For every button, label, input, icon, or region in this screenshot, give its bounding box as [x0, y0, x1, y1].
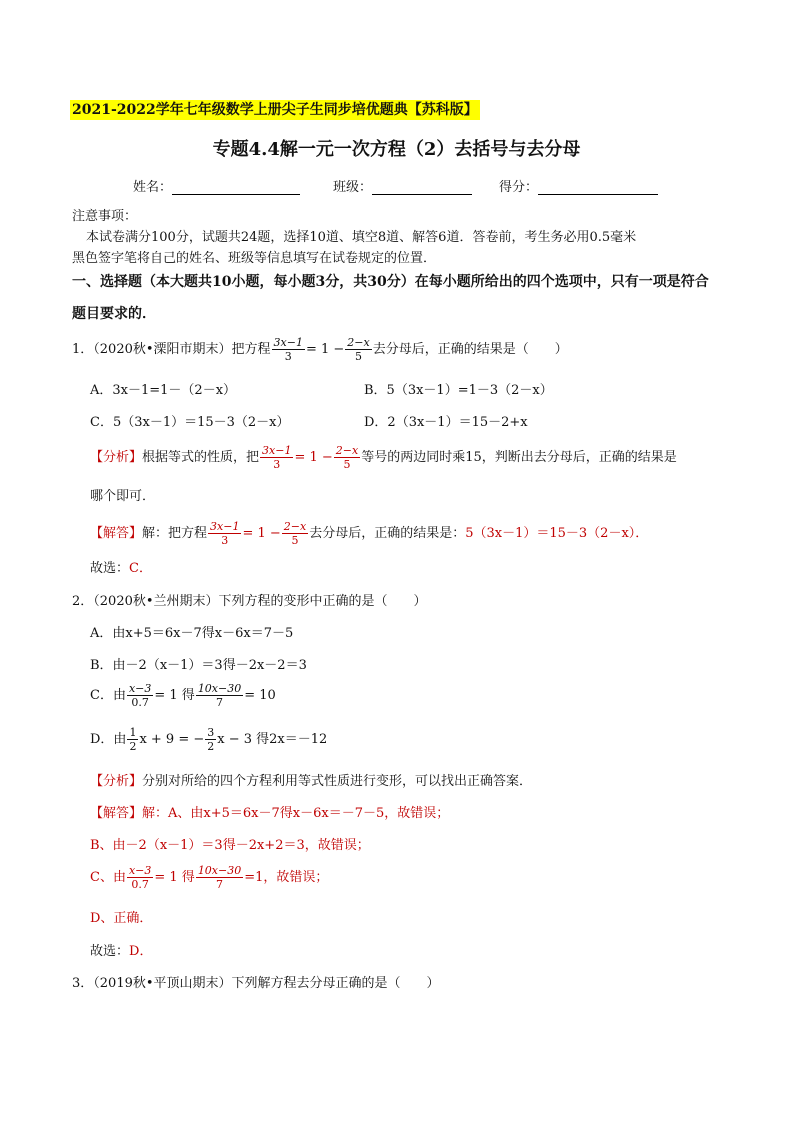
- q2-choice-value: D．: [129, 944, 153, 959]
- q1-stem-pre: 1．（2020秋•溧阳市期末）把方程: [72, 342, 271, 357]
- section-heading-line-1: 一、选择题（本大题共10小题，每小题3分，共30分）在每小题所给出的四个选项中，只有一项是符合: [72, 274, 709, 290]
- q2-choice-pre: 故选：: [90, 944, 130, 959]
- q2-option-d-post: x − 3 得2x＝－12: [217, 732, 328, 747]
- q2-option-c-post: = 10: [244, 688, 276, 703]
- q1-choice-pre: 故选：: [90, 561, 130, 576]
- q2-option-c-fraction-2: $\frac{10x-30}{7}$: [197, 682, 242, 709]
- notes-line-1: 本试卷满分100分，试题共24题，选择10道、填空8道、解答6道．答卷前，考生务必用0.5毫米: [86, 230, 637, 245]
- score-field: [499, 176, 658, 195]
- q2-option-c-pre: C．由: [90, 688, 126, 703]
- section-heading-line-2: 题目要求的．: [72, 306, 156, 322]
- q2-option-a: A．由x+5＝6x－7得x－6x＝7－5: [90, 626, 294, 641]
- q1-answer-fraction-b: $\frac{2-x}{5}$: [283, 520, 307, 547]
- q1-option-d: D．2（3x－1）＝15－2+x: [364, 415, 528, 430]
- q1-fraction-b: $\frac{2-x}{5}$: [347, 336, 370, 363]
- q1-analysis-label: 【分析】: [90, 450, 143, 465]
- q2-option-d-fraction-1: $\frac{1}{2}$: [129, 726, 137, 753]
- q1-answer-label: 【解答】: [90, 526, 143, 541]
- q2-analysis-text: 分别对所给的四个方程利用等式性质进行变形，可以找出正确答案．: [142, 774, 533, 789]
- q1-answer: [90, 520, 648, 547]
- notes-label: 注意事项：: [72, 209, 138, 224]
- q1-analysis-line-2: 哪个即可．: [90, 489, 156, 504]
- q2-stem: 2．（2020秋•兰州期末）下列方程的变形中正确的是（ ）: [72, 594, 427, 609]
- q1-answer-fraction-a: $\frac{3x-1}{3}$: [210, 520, 240, 547]
- q1-option-c: C．5（3x－1）＝15－3（2－x）: [90, 415, 290, 430]
- q1-answer-eq-mid: = 1 −: [242, 526, 281, 541]
- score-blank: [538, 180, 658, 195]
- q1-option-b: B．5（3x－1）=1－3（2－x）: [364, 383, 553, 398]
- q1-answer-mid: 去分母后，正确的结果是：: [309, 526, 466, 541]
- name-label: 姓名：: [133, 180, 173, 195]
- q1-analysis-fraction-b: $\frac{2-x}{5}$: [335, 444, 359, 471]
- page-title: 专题4.4解一元一次方程（2）去括号与去分母: [212, 139, 581, 160]
- banner-title: 2021-2022学年七年级数学上册尖子生同步培优题典【苏科版】: [72, 102, 478, 118]
- q2-analysis-label: 【分析】: [90, 774, 143, 789]
- q2-option-c-mid: = 1 得: [154, 688, 195, 703]
- q2-option-c: [90, 682, 276, 709]
- q2-answer-b: B、由－2（x－1）＝3得－2x+2＝3，故错误；: [90, 838, 370, 853]
- q2-option-d-pre: D．由: [90, 732, 127, 747]
- q1-analysis: [90, 444, 677, 471]
- q1-analysis-eq-mid: = 1 −: [294, 450, 333, 465]
- q2-answer-a-text: 解：A、由x+5＝6x－7得x－6x＝－7－5，故错误；: [142, 806, 450, 821]
- q1-analysis-pre: 根据等式的性质，把: [142, 450, 260, 465]
- q1-fraction-a: $\frac{3x-1}{3}$: [273, 336, 303, 363]
- q1-eq-mid: = 1 −: [305, 342, 345, 357]
- q2-option-d-mid: x + 9 = −: [139, 732, 205, 747]
- class-blank: [372, 180, 472, 195]
- name-field: [133, 176, 300, 195]
- q2-answer-c: [90, 864, 328, 891]
- q2-answer-a: [90, 802, 449, 821]
- q2-answer-c-fraction-1: $\frac{x-3}{0.7}$: [128, 864, 152, 891]
- q1-option-a: A．3x－1=1－（2－x）: [90, 383, 237, 398]
- q2-answer-d: D、正确．: [90, 911, 153, 926]
- q1-stem: [72, 336, 568, 363]
- q1-choice: [90, 557, 152, 576]
- q2-option-b: B．由－2（x－1）＝3得－2x－2＝3: [90, 658, 307, 673]
- class-field: [333, 176, 472, 195]
- q2-answer-c-mid: = 1 得: [154, 870, 195, 885]
- q1-answer-result: 5（3x－1）＝15－3（2－x）．: [465, 526, 649, 541]
- q1-analysis-post: 等号的两边同时乘15，判断出去分母后，正确的结果是: [361, 450, 677, 465]
- q3-stem: 3．（2019秋•平顶山期末）下列解方程去分母正确的是（ ）: [72, 976, 440, 991]
- q1-stem-post: 去分母后，正确的结果是（ ）: [372, 342, 568, 357]
- class-label: 班级：: [333, 180, 373, 195]
- q1-choice-value: C．: [129, 561, 152, 576]
- q2-answer-c-post: =1，故错误；: [244, 870, 329, 885]
- name-blank: [172, 180, 300, 195]
- q2-answer-c-fraction-2: $\frac{10x-30}{7}$: [197, 864, 242, 891]
- q2-option-d: [90, 726, 327, 753]
- q2-option-d-fraction-2: $\frac{3}{2}$: [207, 726, 215, 753]
- notes-line-2: 黑色签字笔将自己的姓名、班级等信息填写在试卷规定的位置．: [72, 251, 437, 266]
- q1-analysis-fraction-a: $\frac{3x-1}{3}$: [262, 444, 292, 471]
- q2-answer-label: 【解答】: [90, 806, 143, 821]
- q2-choice: [90, 940, 152, 959]
- q2-answer-c-pre: C、由: [90, 870, 126, 885]
- q2-option-c-fraction-1: $\frac{x-3}{0.7}$: [128, 682, 152, 709]
- q2-analysis: [90, 770, 532, 789]
- q1-answer-pre: 解：把方程: [142, 526, 208, 541]
- score-label: 得分：: [499, 180, 539, 195]
